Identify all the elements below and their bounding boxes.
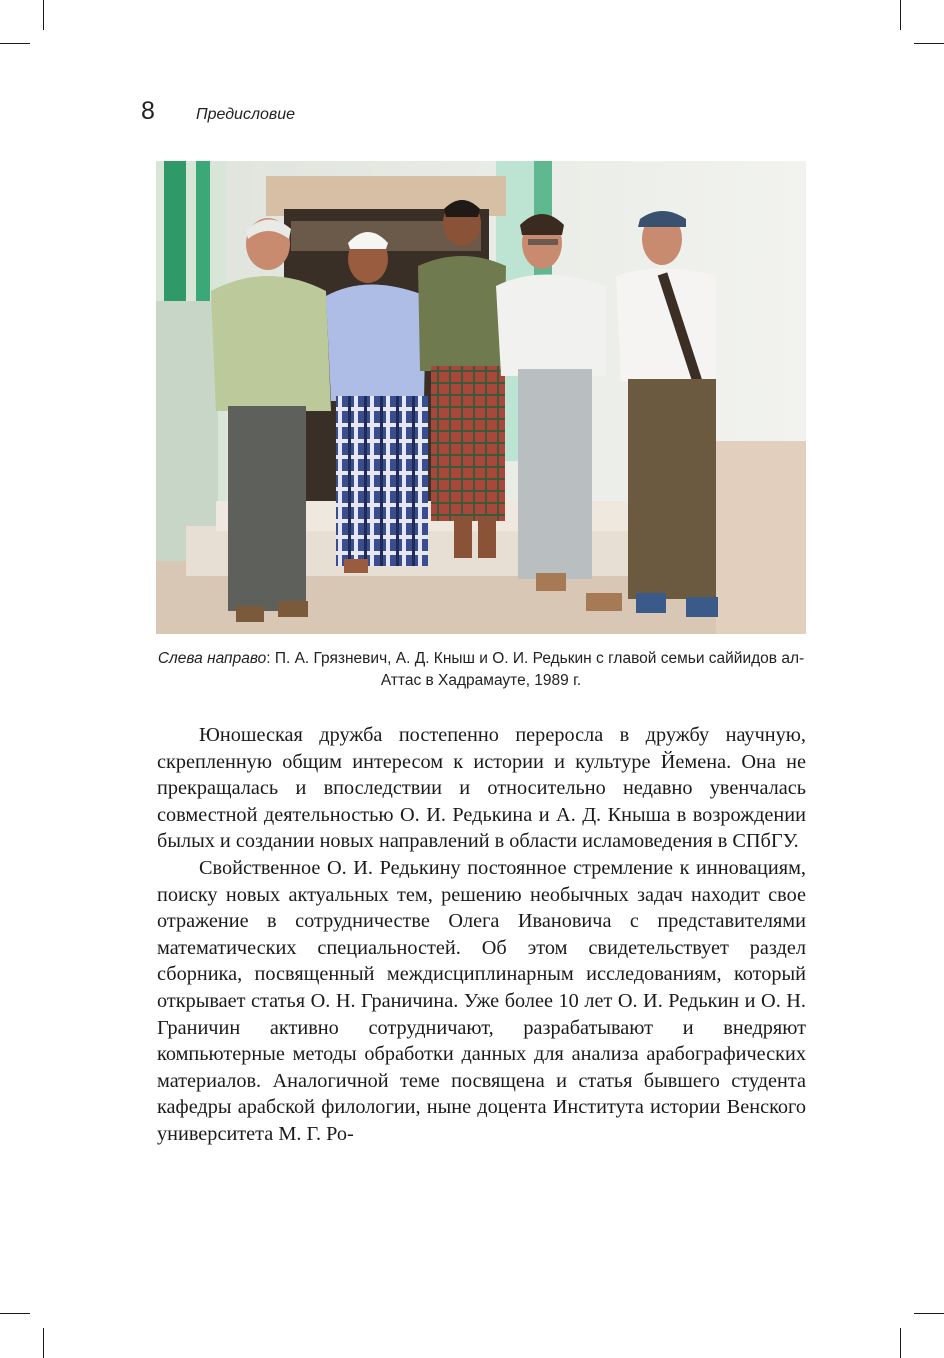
- crop-mark-bottom-left: [43, 1328, 44, 1358]
- group-photo: [156, 161, 806, 634]
- crop-mark-bottom-right: [900, 1328, 901, 1358]
- crop-mark-top-right-h: [914, 43, 944, 44]
- crop-mark-bottom-left-h: [0, 1313, 30, 1314]
- body-text: [157, 722, 806, 1148]
- caption-lead: Слева направо: [157, 650, 267, 667]
- page-header: [141, 97, 801, 137]
- paragraph: Свойственное О. И. Редькину постоянное стремление к инновациям, поиску новых актуальных тем, решению необычных задач находит свое отражение в сотрудничестве Олега Ивановича с представителями математических специальностей. Об этом свидетельствует раздел сборника, посвященный междисциплинарным исследованиям, который открывает статья О. Н. Граничина. Уже более 10 лет О. И. Редькин и О. Н. Граничин активно сотрудничают, разрабатывают и внедряют компьютерные методы обработки данных для анализа арабографических материалов. Аналогичной теме посвящена и статья бывшего студента кафедры арабской филологии, ныне доцента Института истории Венского университета М. Г. Ро-: [157, 856, 806, 1145]
- crop-mark-top-left-h: [0, 43, 30, 44]
- figure-caption: [156, 648, 806, 692]
- crop-mark-bottom-right-h: [914, 1313, 944, 1314]
- page-number: 8: [141, 97, 155, 125]
- crop-mark-top-left: [43, 0, 44, 30]
- running-head: Предисловие: [196, 106, 296, 123]
- paragraph: Юношеская дружба постепенно переросла в дружбу научную, скрепленную общим интересом к истории и культуре Йемена. Она не прекращалась и впоследствии и относительно недавно увенчалась совместной деятельностью О. И. Редькина и А. Д. Кныша в возрождении былых и создании новых направлений в области исламоведения в СПбГУ.: [157, 724, 806, 853]
- crop-mark-top-right: [900, 0, 901, 30]
- caption-text: : П. А. Грязневич, А. Д. Кныш и О. И. Редькин с главой семьи саййидов ал-Аттас в Хадрамауте, 1989 г.: [266, 650, 805, 689]
